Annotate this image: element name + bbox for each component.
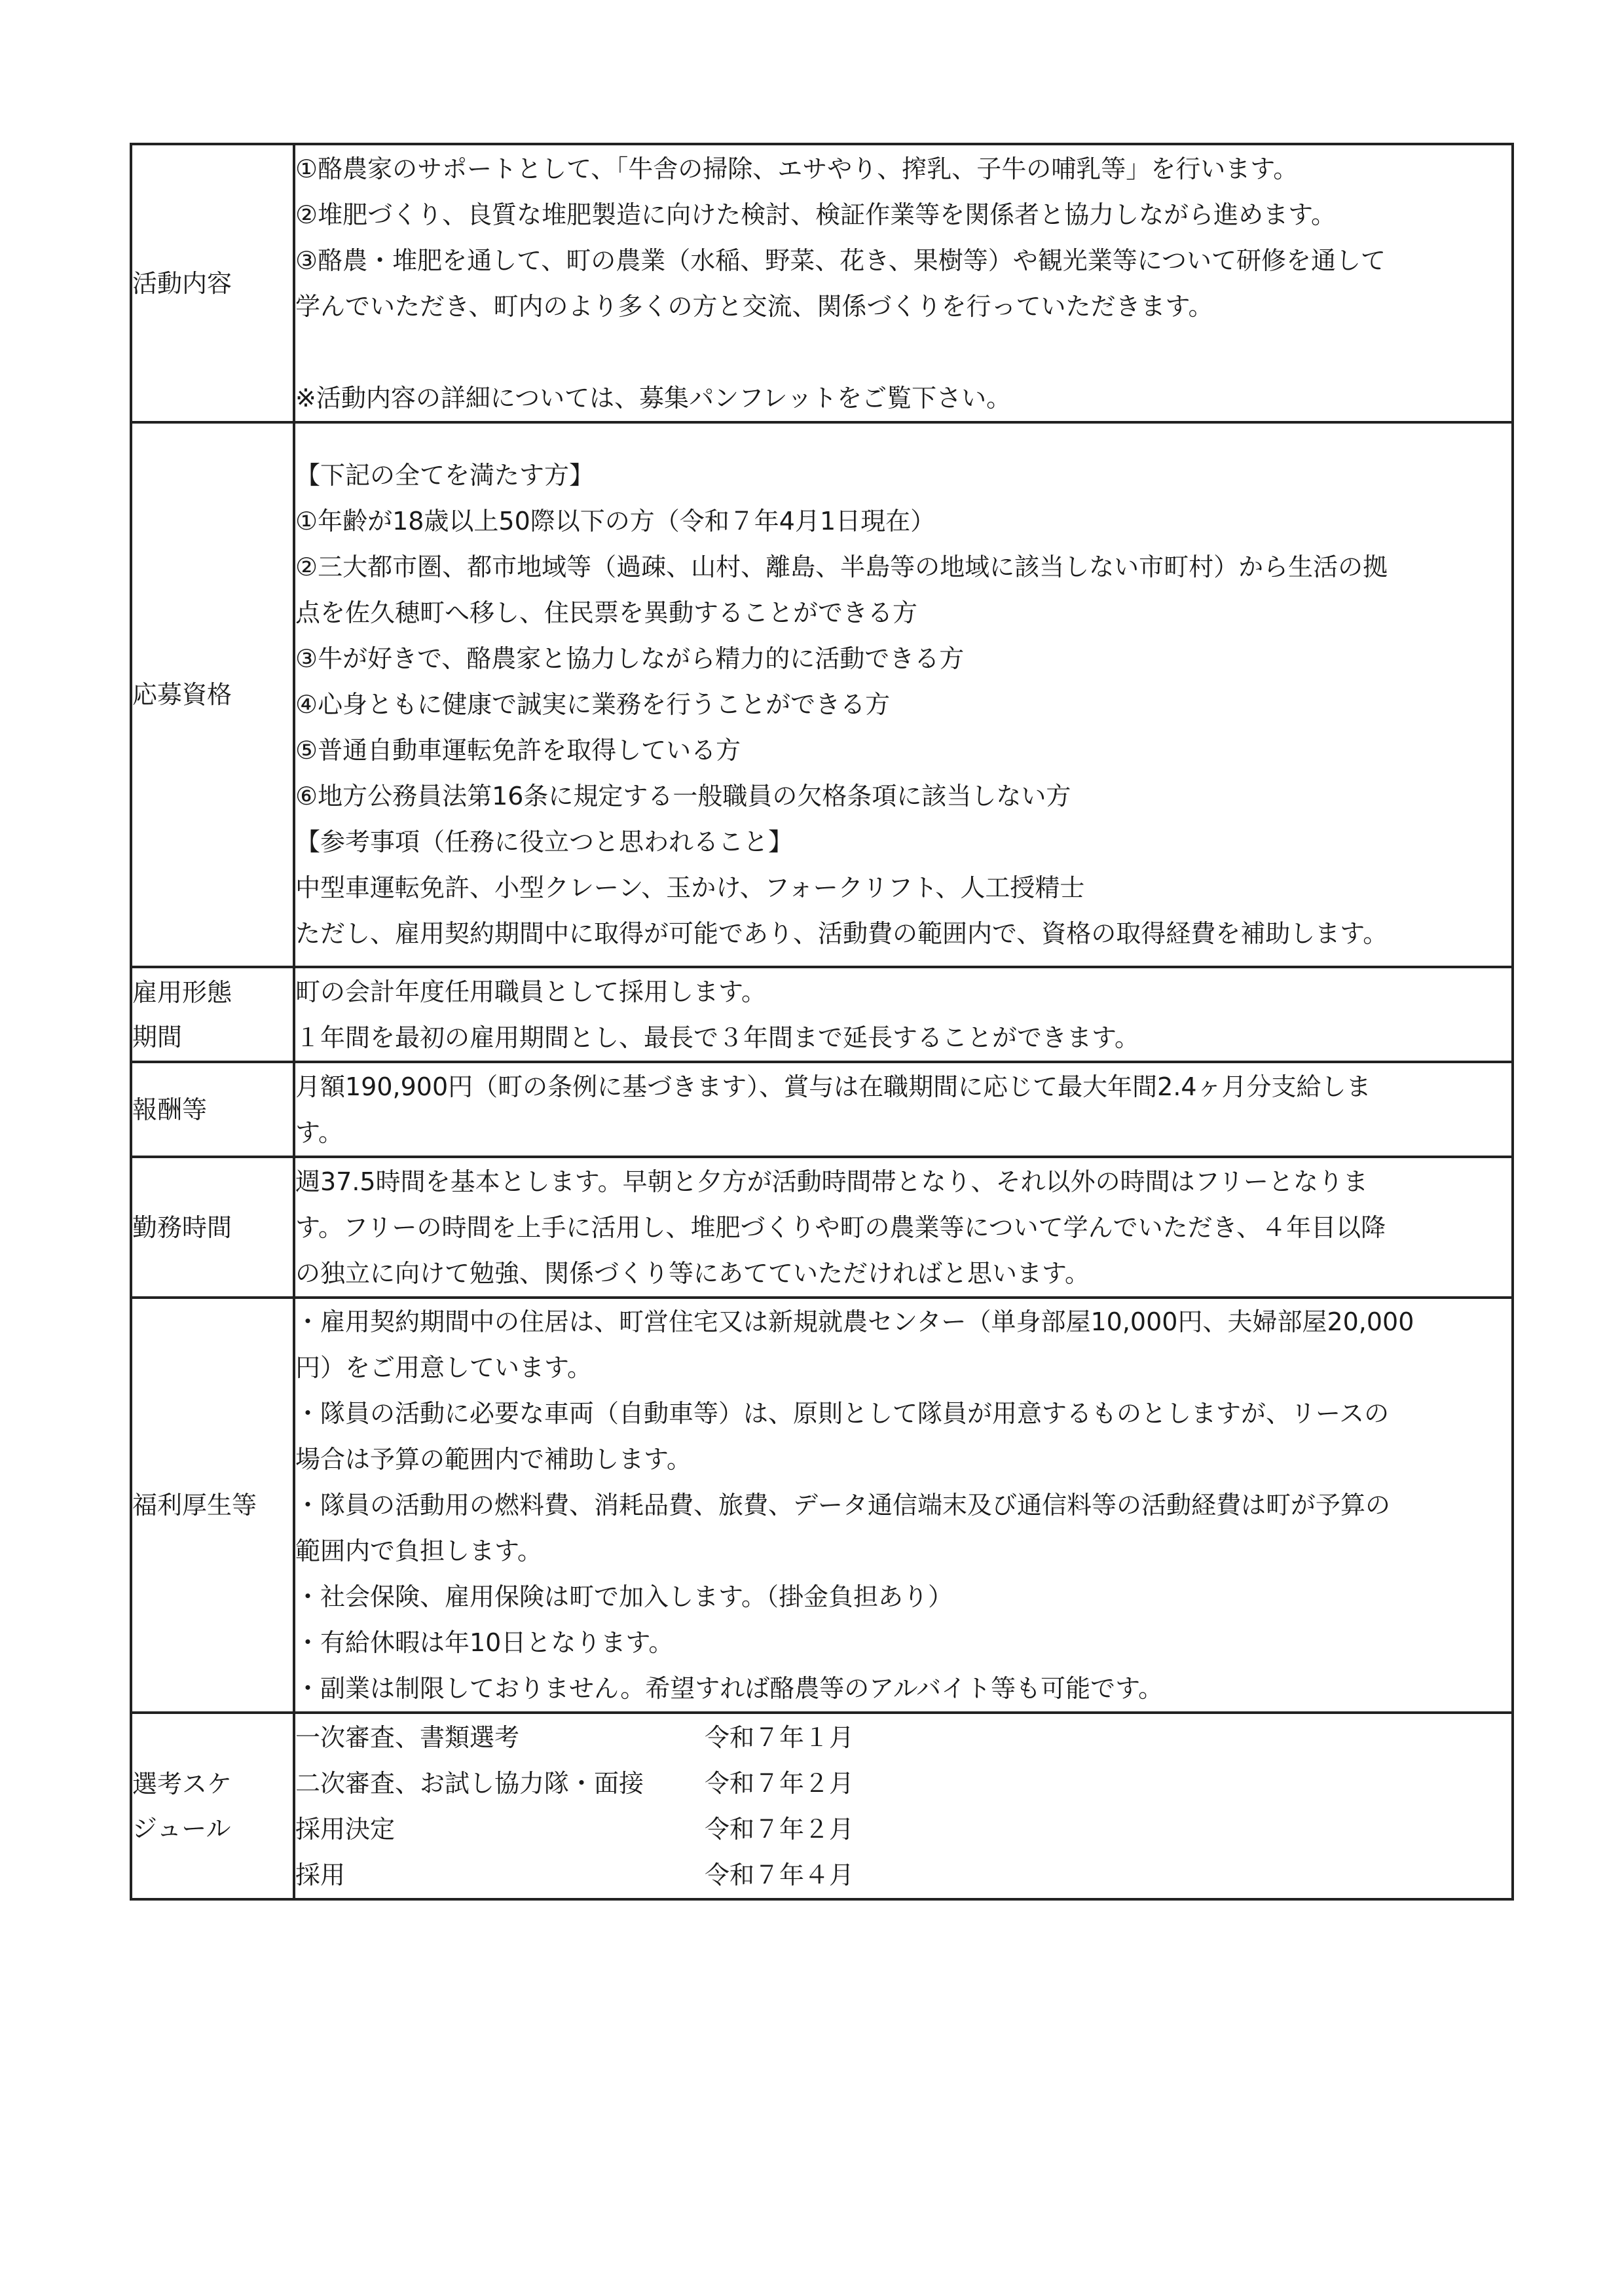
row-activity bbox=[131, 144, 1513, 422]
label-welfare: 福利厚生等 bbox=[131, 1298, 294, 1713]
schedule-row bbox=[295, 1715, 1511, 1760]
text-line: ③牛が好きで、酪農家と協力しながら精力的に活動できる方 bbox=[295, 644, 965, 673]
schedule-item: 一次審査、書類選考 bbox=[295, 1722, 520, 1752]
schedule-date: 令和７年１月 bbox=[705, 1722, 855, 1752]
text-line: ①酪農家のサポートとして、「牛舎の掃除、エサやり、搾乳、子牛の哺乳等」を行います。 bbox=[295, 154, 1299, 183]
text-line: ・社会保険、雇用保険は町で加入します。（掛金負担あり） bbox=[295, 1582, 953, 1611]
text-line: ⑤普通自動車運転免許を取得している方 bbox=[295, 736, 741, 765]
schedule-item: 二次審査、お試し協力隊・面接 bbox=[295, 1768, 644, 1798]
content-eligibility bbox=[294, 422, 1513, 967]
text-line: 町の会計年度任用職員として採用します。 bbox=[295, 977, 766, 1006]
schedule-date: 令和７年２月 bbox=[705, 1768, 855, 1798]
content-welfare bbox=[294, 1298, 1513, 1713]
text-line: ・隊員の活動用の燃料費、消耗品費、旅費、データ通信端末及び通信料等の活動経費は町が予算の bbox=[295, 1491, 1391, 1520]
text-line: ④心身ともに健康で誠実に業務を行うことができる方 bbox=[295, 690, 891, 719]
text-line: 【下記の全てを満たす方】 bbox=[295, 461, 595, 490]
text-line: 点を佐久穂町へ移し、住民票を異動することができる方 bbox=[295, 598, 918, 627]
schedule-date: 令和７年２月 bbox=[705, 1814, 855, 1844]
content-activity bbox=[294, 144, 1513, 422]
row-employment bbox=[131, 967, 1513, 1062]
schedule-row bbox=[295, 1806, 1511, 1852]
text-line: す。 bbox=[295, 1118, 343, 1147]
text-line: ①年齢が18歳以上50際以下の方（令和７年4月1日現在） bbox=[295, 507, 936, 536]
text-line: ②三大都市圏、都市地域等（過疎、山村、離島、半島等の地域に該当しない市町村）から生活の拠 bbox=[295, 553, 1388, 581]
content-compensation bbox=[294, 1062, 1513, 1157]
text-line: １年間を最初の雇用期間とし、最長で３年間まで延長することができます。 bbox=[295, 1023, 1139, 1052]
text-line: 学んでいただき、町内のより多くの方と交流、関係づくりを行っていただきます。 bbox=[295, 291, 1213, 321]
schedule-row bbox=[295, 1852, 1511, 1898]
text-line bbox=[295, 329, 1511, 375]
text-line: ・雇用契約期間中の住居は、町営住宅又は新規就農センター（単身部屋10,000円、夫婦部屋20,000 bbox=[295, 1307, 1414, 1336]
text-line: の独立に向けて勉強、関係づくり等にあてていただければと思います。 bbox=[295, 1258, 1090, 1288]
row-compensation bbox=[131, 1062, 1513, 1157]
text-line: ただし、雇用契約期間中に取得が可能であり、活動費の範囲内で、資格の取得経費を補助します。 bbox=[295, 919, 1388, 948]
text-line: 範囲内で負担します。 bbox=[295, 1537, 542, 1565]
schedule-item: 採用決定 bbox=[295, 1814, 396, 1844]
text-line: ③酪農・堆肥を通して、町の農業（水稲、野菜、花き、果樹等）や観光業等について研修を通して bbox=[295, 246, 1386, 275]
text-line: ⑥地方公務員法第16条に規定する一般職員の欠格条項に該当しない方 bbox=[295, 782, 1071, 811]
text-line: 中型車運転免許、小型クレーン、玉かけ、フォークリフト、人工授精士 bbox=[295, 873, 1085, 902]
label-schedule: 選考スケ ジュール bbox=[131, 1713, 294, 1899]
text-line: ・副業は制限しておりません。希望すれば酪農等のアルバイト等も可能です。 bbox=[295, 1674, 1164, 1703]
label-compensation: 報酬等 bbox=[131, 1062, 294, 1157]
schedule-row bbox=[295, 1760, 1511, 1806]
text-line: 場合は予算の範囲内で補助します。 bbox=[295, 1445, 692, 1474]
row-eligibility bbox=[131, 422, 1513, 967]
content-employment bbox=[294, 967, 1513, 1062]
content-hours bbox=[294, 1157, 1513, 1298]
text-line: ・有給休暇は年10日となります。 bbox=[295, 1628, 674, 1657]
row-schedule bbox=[131, 1713, 1513, 1899]
text-line: 円）をご用意しています。 bbox=[295, 1353, 592, 1382]
text-line: 【参考事項（任務に役立つと思われること】 bbox=[295, 828, 794, 856]
text-line: 週37.5時間を基本とします。早朝と夕方が活動時間帯となり、それ以外の時間はフリーとなりま bbox=[295, 1167, 1369, 1196]
label-hours: 勤務時間 bbox=[131, 1157, 294, 1298]
row-welfare bbox=[131, 1298, 1513, 1713]
text-line: ※活動内容の詳細については、募集パンフレットをご覧下さい。 bbox=[295, 383, 1012, 412]
schedule-item: 採用 bbox=[295, 1860, 346, 1889]
text-line: す。フリーの時間を上手に活用し、堆肥づくりや町の農業等について学んでいただき、４年目以降 bbox=[295, 1212, 1386, 1242]
label-employment: 雇用形態 期間 bbox=[131, 967, 294, 1062]
row-hours bbox=[131, 1157, 1513, 1298]
label-eligibility: 応募資格 bbox=[131, 422, 294, 967]
schedule-date: 令和７年４月 bbox=[705, 1860, 855, 1889]
text-line: 月額190,900円（町の条例に基づきます）、賞与は在職期間に応じて最大年間2.4ヶ月分支給しま bbox=[295, 1072, 1371, 1101]
text-line: ②堆肥づくり、良質な堆肥製造に向けた検討、検証作業等を関係者と協力しながら進めます。 bbox=[295, 200, 1337, 229]
recruitment-table bbox=[130, 143, 1514, 1901]
content-schedule bbox=[294, 1713, 1513, 1899]
text-line: ・隊員の活動に必要な車両（自動車等）は、原則として隊員が用意するものとしますが、リースの bbox=[295, 1399, 1390, 1428]
label-activity: 活動内容 bbox=[131, 144, 294, 422]
